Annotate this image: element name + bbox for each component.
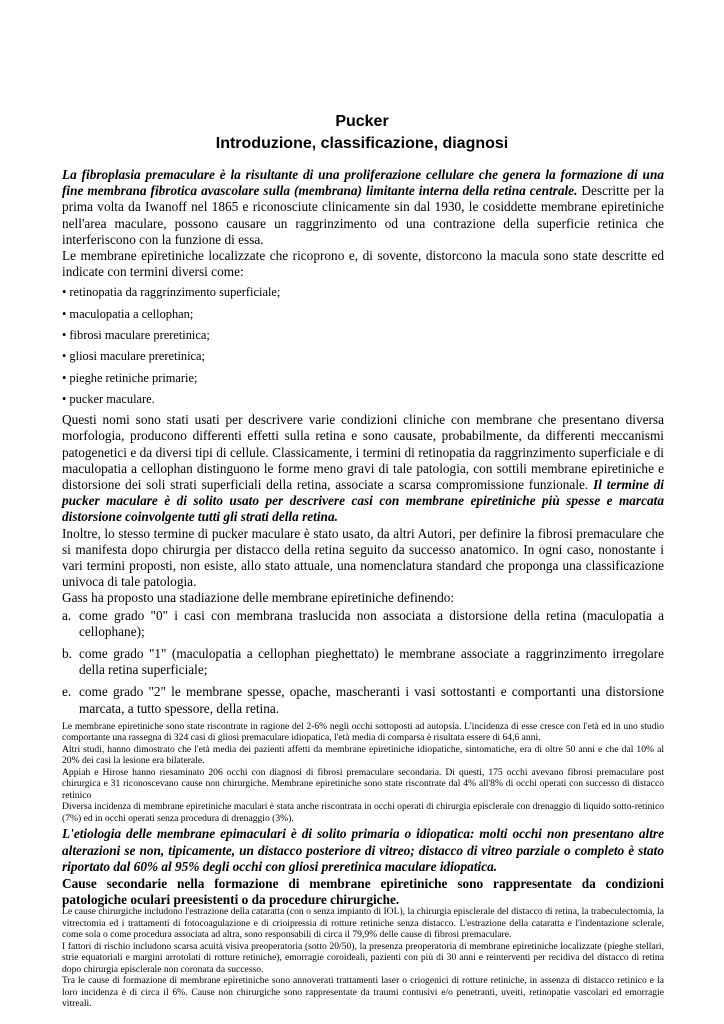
list-item: • pieghe retiniche primarie; xyxy=(62,370,198,385)
document-title: Pucker xyxy=(335,113,389,130)
incidence-note xyxy=(62,721,664,825)
names-paragraph xyxy=(62,412,664,525)
note-sentence: I fattori di rischio includono scarsa acuità visiva preoperatoria (sotto 20/50), la presenza preoperatoria di membrane epiretiniche localizzate (pieghe stellari, strie equatoriali e margini arrotolati di rotture retiniche), emorragie coroideali, pazienti con più di 30 anni e reinterventi per recidiva del distacco di retina dopo chirurgia episclerale non coronata da successo. xyxy=(62,940,664,975)
grade-letter: e. xyxy=(62,684,72,700)
list-item xyxy=(62,646,664,678)
grade-text: come grado "2" le membrane spesse, opache, mascheranti i vasi sottostanti e comportanti una distorsione marcata, a tutto spessore, della retina. xyxy=(79,684,664,716)
inoltre-paragraph: Inoltre, lo stesso termine di pucker maculare è stato usato, da altri Autori, per definire la fibrosi premaculare che si manifesta dopo chirurgia per distacco della retina seguito da successo anatomico. In ogni caso, nonostante i vari termini proposti, non esiste, allo stato attuale, una nomenclatura standard che proponga una classificazione univoca di tale patologia. xyxy=(62,525,664,590)
list-item: • pucker maculare. xyxy=(62,391,155,406)
names-description: Questi nomi sono stati usati per descrivere varie condizioni cliniche con membrane che presentano diversa morfologia, producono differenti effetti sulla retina e sono causate, probabilmente, da differenti meccanismi patogenetici e da diversi tipi di cellule. Classicamente, i termini di retinopatia da raggrinzimento superficiale e di maculopatia a cellophan distinguono le forme meno gravi di tale patologia, con sottili membrane epiretiniche e distorsione dei soli strati superficiali della retina, associate a scarsa compromissione funzionale. xyxy=(62,412,664,493)
gass-grades-list xyxy=(62,608,664,717)
note-sentence: Le membrane epiretiniche sono state riscontrate in ragione del 2-6% negli occhi sottoposti ad autopsia. L'incidenza di esse cresce con l'età ed in uno studio comportante una rassegna di 324 casi di gliosi premaculare idiopatica, l'età media di comparsa è risultata essere di 64,6 anni. xyxy=(62,720,664,744)
list-item: • fibrosi maculare preretinica; xyxy=(62,328,210,343)
list-item xyxy=(62,608,664,640)
terms-list xyxy=(62,284,664,412)
title-block xyxy=(0,111,724,155)
note-sentence: Appiah e Hirose hanno riesaminato 206 occhi con diagnosi di fibrosi premaculare secondaria. Di questi, 175 occhi avevano fibrosi premaculare post chirurgica e 31 riconoscevano cause non chirurgiche. Membrane epiretiniche sono state riscontrate dal 4% all'8% di occhi operati con successo di distacco retinico xyxy=(62,766,664,801)
note-sentence: Tra le cause di formazione di membrane epiretiniche sono annoverati trattamenti laser o criogenici di rotture retiniche, in assenza di distacco retinico e la loro incidenza è di circa il 6%. Cause non chirurgiche sono rappresentate da traumi contusivi e/o penetranti, uveiti, retinopatie vascolari ed emorragie vitreali. xyxy=(62,975,664,1010)
grade-letter: a. xyxy=(62,607,72,623)
note-sentence: Diversa incidenza di membrane epiretiniche maculari è stata anche riscontrata in occhi operati di chirurgia episclerale con drenaggio di liquido sotto-retinico (7%) ed in occhi operati senza procedura di drenaggio (3%). xyxy=(62,801,664,824)
grade-letter: b. xyxy=(62,646,72,662)
document-body xyxy=(62,167,664,1010)
intro-paragraph xyxy=(62,167,664,248)
pucker-definition: Il termine di pucker maculare è di solito usato per descrivere casi con membrane epiretiniche più spesse e marcata distorsione coinvolgente tutti gli strati della retina. xyxy=(62,477,664,525)
secondary-causes-paragraph: Cause secondarie nella formazione di membrane epiretiniche sono rappresentate da condizioni patologiche oculari preesistenti o da procedure chirurgiche. xyxy=(62,875,664,908)
intro-history: Descritte per la prima volta da Iwanoff nel 1865 e riconosciute clinicamente sin dal 1930, le cosiddette membrane epiretiniche nell'area maculare, possono causare un raggrinzimento od una contrazione della superficie retinica che interferiscono con la funzione di essa. xyxy=(62,183,664,247)
list-item: • maculopatia a cellophan; xyxy=(62,306,194,321)
note-sentence: Altri studi, hanno dimostrato che l'età media dei pazienti affetti da membrane epiretiniche idiopatiche, sintomatiche, era di oltre 50 anni e che dal 10% al 20% dei casi la lesione era bilaterale. xyxy=(62,743,664,767)
document-subtitle: Introduzione, classificazione, diagnosi xyxy=(215,135,509,152)
list-item: • gliosi maculare preretinica; xyxy=(62,349,205,364)
grade-text: come grado "0" i casi con membrana traslucida non associata a distorsione della retina (maculopatia a cellophane); xyxy=(79,607,664,639)
terms-paragraph: Le membrane epiretiniche localizzate che ricoprono e, di sovente, distorcono la macula sono state descritte ed indicate con termini diversi come: xyxy=(62,248,664,280)
list-item: • retinopatia da raggrinzimento superficiale; xyxy=(62,285,281,300)
note-sentence: Le cause chirurgiche includono l'estrazione della cataratta (con o senza impianto di IOL), la chirurgia episclerale del distacco di retina, la trabeculectomia, la vitrectomia ed i trattamenti di fotocoagulazione e di crioipressia di rotture retiniche senza distacco. L'estrazione della cataratta e l'indentazione sclerale, come sola o come procedura associata ad altra, sono responsabili di circa il 79,9% delle cause di fibrosi premaculare. xyxy=(62,906,664,941)
etiology-paragraph: L'etiologia delle membrane epimaculari è di solito primaria o idiopatica: molti occhi non presentano altre alterazioni se non, tipicamente, un distacco posteriore di vitreo; distacco di vitreo parziale o completo è stato riportato dal 60% al 95% degli occhi con gliosi preretinica maculare idiopatica. xyxy=(62,826,664,874)
list-item xyxy=(62,684,664,716)
gass-paragraph: Gass ha proposto una stadiazione delle membrane epiretiniche definendo: xyxy=(62,590,455,606)
grade-text: come grado "1" (maculopatia a cellophan pieghettato) le membrane associate a raggrinzimento irregolare della retina superficiale; xyxy=(79,646,664,678)
intro-definition: La fibroplasia premaculare è la risultante di una proliferazione cellulare che genera la formazione di una fine membrana fibrotica avascolare sulla (membrana) limitante interna della retina centrale. xyxy=(62,167,664,199)
causes-note xyxy=(62,906,664,1010)
